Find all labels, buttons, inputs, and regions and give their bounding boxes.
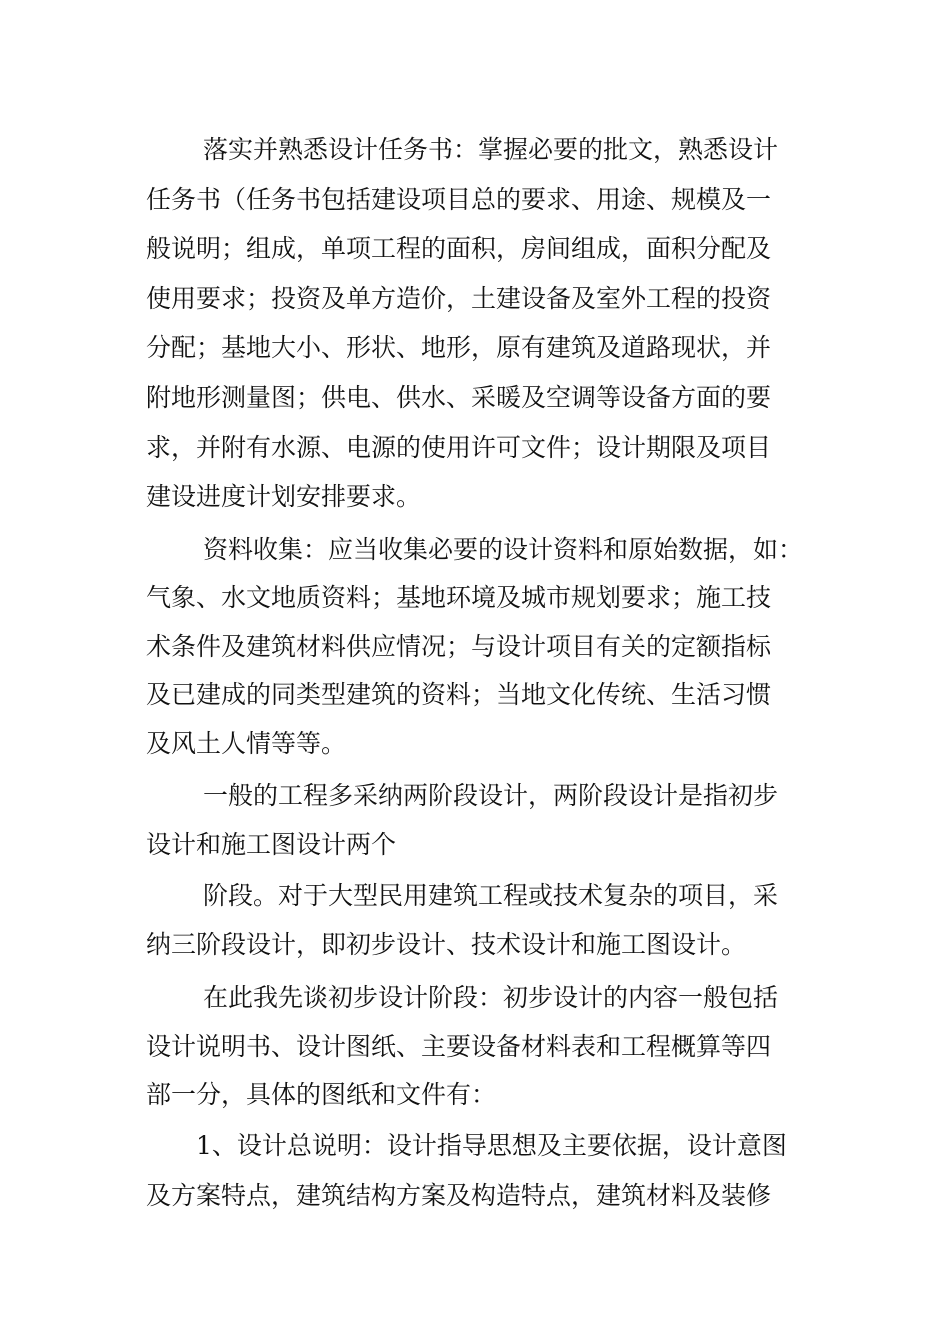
text-line: 气象、水文地质资料；基地环境及城市规划要求；施工技 bbox=[146, 583, 772, 612]
text-line: 及方案特点，建筑结构方案及构造特点，建筑材料及装修 bbox=[146, 1181, 772, 1210]
text-line: 附地形测量图；供电、供水、采暖及空调等设备方面的要 bbox=[146, 383, 772, 412]
text-line: 纳三阶段设计，即初步设计、技术设计和施工图设计。 bbox=[146, 930, 747, 959]
text-line: 使用要求；投资及单方造价，土建设备及室外工程的投资 bbox=[146, 284, 772, 313]
text-line: 一般的工程多采纳两阶段设计，两阶段设计是指初步 bbox=[203, 781, 779, 810]
text-line: 分配；基地大小、形状、地形，原有建筑及道路现状，并 bbox=[146, 333, 772, 362]
text-line: 及已建成的同类型建筑的资料；当地文化传统、生活习惯 bbox=[146, 680, 772, 709]
text-line: 及风土人情等等。 bbox=[146, 729, 347, 758]
text-line: 任务书（任务书包括建设项目总的要求、用途、规模及一 bbox=[146, 185, 772, 214]
text-line: 阶段。对于大型民用建筑工程或技术复杂的项目，采 bbox=[203, 881, 779, 910]
text-line: 建设进度计划安排要求。 bbox=[146, 482, 422, 511]
text-line: 1、设计总说明：设计指导思想及主要依据，设计意图 bbox=[196, 1131, 787, 1160]
text-line: 般说明；组成，单项工程的面积，房间组成，面积分配及 bbox=[146, 234, 772, 263]
text-line: 资料收集：应当收集必要的设计资料和原始数据，如： bbox=[203, 535, 804, 564]
text-line: 求，并附有水源、电源的使用许可文件；设计期限及项目 bbox=[146, 433, 772, 462]
text-line: 设计和施工图设计两个 bbox=[146, 830, 397, 859]
text-line: 术条件及建筑材料供应情况；与设计项目有关的定额指标 bbox=[146, 632, 772, 661]
text-line: 在此我先谈初步设计阶段：初步设计的内容一般包括 bbox=[203, 983, 779, 1012]
text-line: 部一分，具体的图纸和文件有： bbox=[146, 1080, 497, 1109]
text-line: 落实并熟悉设计任务书：掌握必要的批文，熟悉设计 bbox=[203, 135, 779, 164]
text-line: 设计说明书、设计图纸、主要设备材料表和工程概算等四 bbox=[146, 1032, 772, 1061]
